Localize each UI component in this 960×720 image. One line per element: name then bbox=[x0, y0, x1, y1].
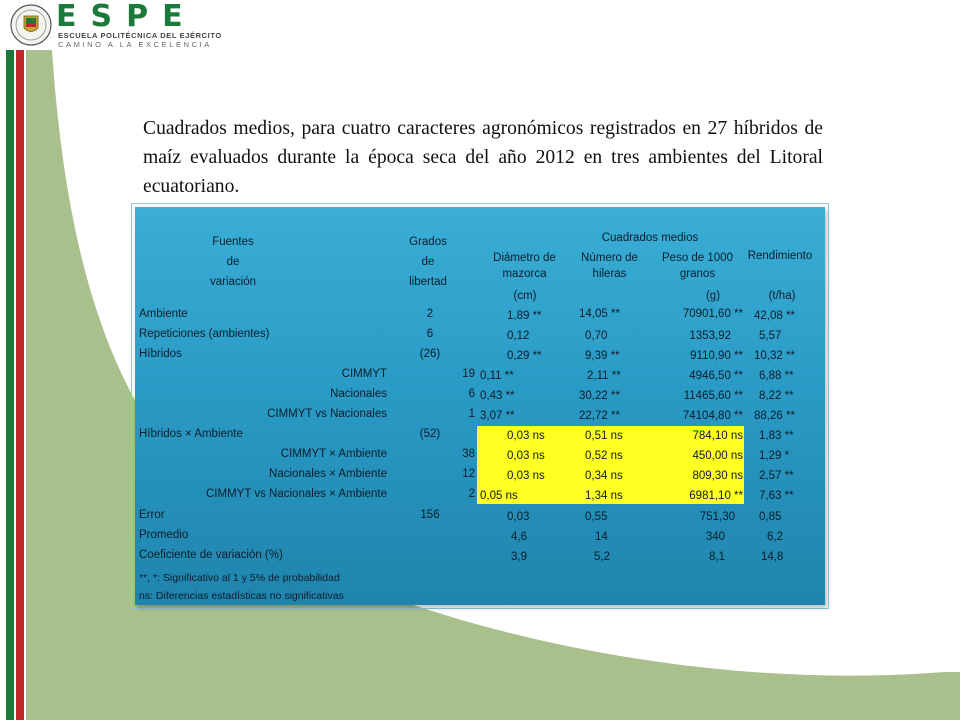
cell-df: (52) bbox=[419, 428, 441, 440]
cell-diameter: 0,12 bbox=[507, 330, 530, 342]
cell-source: CIMMYT vs Nacionales bbox=[267, 408, 387, 420]
cell-df: 19 bbox=[462, 368, 475, 380]
table-row bbox=[135, 348, 825, 366]
cell-df: 2 bbox=[426, 308, 434, 320]
table-caption: Cuadrados medios, para cuatro caracteres agronómicos registrados en 27 híbridos de maíz evaluados durante la época seca del año 2012 en tres ambientes del Litoral ecuatoriano. bbox=[143, 118, 823, 197]
red-stripe bbox=[16, 50, 24, 720]
cell-weight: 1353,92 bbox=[689, 330, 731, 342]
cell-weight: 751,30 bbox=[699, 511, 735, 523]
cell-yield: 5,57 bbox=[759, 330, 782, 342]
cell-yield: 0,85 bbox=[759, 511, 782, 523]
cell-diameter: 0,03 bbox=[507, 511, 530, 523]
cell-source: Coeficiente de variación (%) bbox=[139, 549, 283, 561]
cell-df: 1 bbox=[468, 408, 475, 420]
university-seal-icon bbox=[10, 4, 52, 46]
cell-weight: 74104,80 ** bbox=[682, 410, 743, 422]
cell-diameter: 3,9 bbox=[511, 551, 527, 563]
espe-wordmark: ESPE bbox=[56, 0, 197, 34]
header-source: Fuentes de variación bbox=[209, 236, 257, 288]
cell-yield: 42,08 ** bbox=[754, 310, 795, 322]
cell-source: Error bbox=[139, 509, 165, 521]
cell-df: 6 bbox=[426, 328, 434, 340]
cell-source: Repeticiones (ambientes) bbox=[139, 328, 270, 340]
cell-yield: 6,88 ** bbox=[759, 370, 794, 382]
cell-source: Nacionales × Ambiente bbox=[269, 468, 387, 480]
table-row bbox=[135, 448, 825, 466]
espe-logo bbox=[8, 2, 338, 48]
cell-diameter: 0,11 ** bbox=[480, 370, 514, 382]
cell-rows: 0,52 ns bbox=[585, 450, 623, 462]
cell-rows: 5,2 bbox=[594, 551, 610, 563]
cell-source: Promedio bbox=[139, 529, 189, 541]
cell-weight: 9110,90 ** bbox=[690, 350, 743, 362]
table-row bbox=[135, 428, 825, 446]
header-col-rows: Número de hileras bbox=[581, 252, 638, 280]
cell-diameter: 0,43 ** bbox=[480, 390, 515, 402]
table-row bbox=[135, 368, 825, 386]
cell-rows: 2,11 ** bbox=[587, 370, 621, 382]
cell-diameter: 0,03 ns bbox=[507, 470, 545, 482]
footnote-ns: ns: Diferencias estadísticas no significativas bbox=[139, 590, 344, 602]
cell-diameter: 0,29 ** bbox=[507, 350, 542, 362]
cell-weight: 450,00 ns bbox=[692, 450, 743, 462]
cell-source: CIMMYT bbox=[341, 368, 387, 380]
cell-source: CIMMYT vs Nacionales × Ambiente bbox=[206, 488, 387, 500]
cell-yield: 8,22 ** bbox=[759, 390, 794, 402]
institution-motto: CAMINO A LA EXCELENCIA bbox=[58, 40, 212, 49]
cell-df: 38 bbox=[462, 448, 475, 460]
table-row bbox=[135, 549, 825, 567]
cell-rows: 0,51 ns bbox=[585, 430, 623, 442]
cell-weight: 11465,60 ** bbox=[683, 390, 743, 402]
cell-yield: 10,32 ** bbox=[754, 350, 795, 362]
table-row bbox=[135, 328, 825, 346]
sage-right-band bbox=[944, 672, 960, 720]
cell-yield: 6,2 bbox=[767, 531, 783, 543]
institution-name: ESCUELA POLITÉCNICA DEL EJÉRCITO bbox=[58, 31, 222, 40]
cell-weight: 340 bbox=[705, 531, 725, 543]
cell-weight: 8,1 bbox=[709, 551, 725, 563]
cell-diameter: 0,05 ns bbox=[480, 490, 518, 502]
cell-yield: 2,57 ** bbox=[759, 470, 794, 482]
header-col-yield: Rendimiento bbox=[747, 250, 813, 262]
table-row bbox=[135, 408, 825, 426]
cell-df: 6 bbox=[468, 388, 475, 400]
cell-yield: 1,83 ** bbox=[759, 430, 794, 442]
cell-source: Nacionales bbox=[330, 388, 387, 400]
header-col-diameter: Diámetro de mazorca bbox=[493, 252, 556, 280]
table-row bbox=[135, 529, 825, 547]
cell-yield: 1,29 * bbox=[759, 450, 790, 462]
cell-df: 12 bbox=[462, 468, 475, 480]
cell-rows: 30,22 ** bbox=[579, 390, 620, 402]
cell-diameter: 0,03 ns bbox=[507, 450, 545, 462]
footnote-significance: **, *: Significativo al 1 y 5% de probabilidad bbox=[139, 572, 340, 584]
cell-rows: 0,70 bbox=[585, 330, 608, 342]
cell-df: (26) bbox=[419, 348, 441, 360]
cell-df: 156 bbox=[420, 509, 440, 521]
cell-source: CIMMYT × Ambiente bbox=[280, 448, 387, 460]
green-stripe bbox=[6, 50, 14, 720]
cell-diameter: 1,89 ** bbox=[507, 310, 542, 322]
cell-yield: 88,26 ** bbox=[754, 410, 795, 422]
table-row bbox=[135, 308, 825, 326]
cell-df: 2 bbox=[468, 488, 475, 500]
cell-rows: 1,34 ns bbox=[585, 490, 623, 502]
cell-rows: 9,39 ** bbox=[585, 350, 620, 362]
header-col-weight: Peso de 1000 granos bbox=[662, 252, 733, 280]
cell-weight: 70901,60 ** bbox=[682, 308, 743, 320]
table-row bbox=[135, 388, 825, 406]
cell-source: Híbridos bbox=[139, 348, 182, 360]
mean-squares-table bbox=[135, 207, 825, 605]
unit-col-diameter: (cm) bbox=[513, 290, 537, 302]
cell-weight: 4946,50 ** bbox=[689, 370, 743, 382]
cell-rows: 14 bbox=[595, 531, 608, 543]
cell-weight: 809,30 ns bbox=[692, 470, 743, 482]
unit-col-yield: (t/ha) bbox=[768, 290, 796, 302]
cell-rows: 22,72 ** bbox=[579, 410, 620, 422]
unit-col-weight: (g) bbox=[705, 290, 721, 302]
cell-diameter: 3,07 ** bbox=[480, 410, 515, 422]
table-row bbox=[135, 509, 825, 527]
cell-diameter: 0,03 ns bbox=[507, 430, 545, 442]
cell-rows: 0,34 ns bbox=[585, 470, 623, 482]
cell-source: Ambiente bbox=[139, 308, 188, 320]
table-row bbox=[135, 488, 825, 506]
cell-weight: 6981,10 ** bbox=[689, 490, 743, 502]
cell-rows: 14,05 ** bbox=[579, 308, 620, 320]
header-group-mean-squares: Cuadrados medios bbox=[601, 232, 699, 244]
cell-yield: 14,8 bbox=[761, 551, 784, 563]
cell-source: Híbridos × Ambiente bbox=[139, 428, 243, 440]
cell-weight: 784,10 ns bbox=[692, 430, 743, 442]
cell-diameter: 4,6 bbox=[511, 531, 527, 543]
table-row bbox=[135, 468, 825, 486]
cell-yield: 7,63 ** bbox=[759, 490, 794, 502]
header-degrees-of-freedom: Grados de libertad bbox=[409, 236, 447, 288]
cell-rows: 0,55 bbox=[585, 511, 608, 523]
